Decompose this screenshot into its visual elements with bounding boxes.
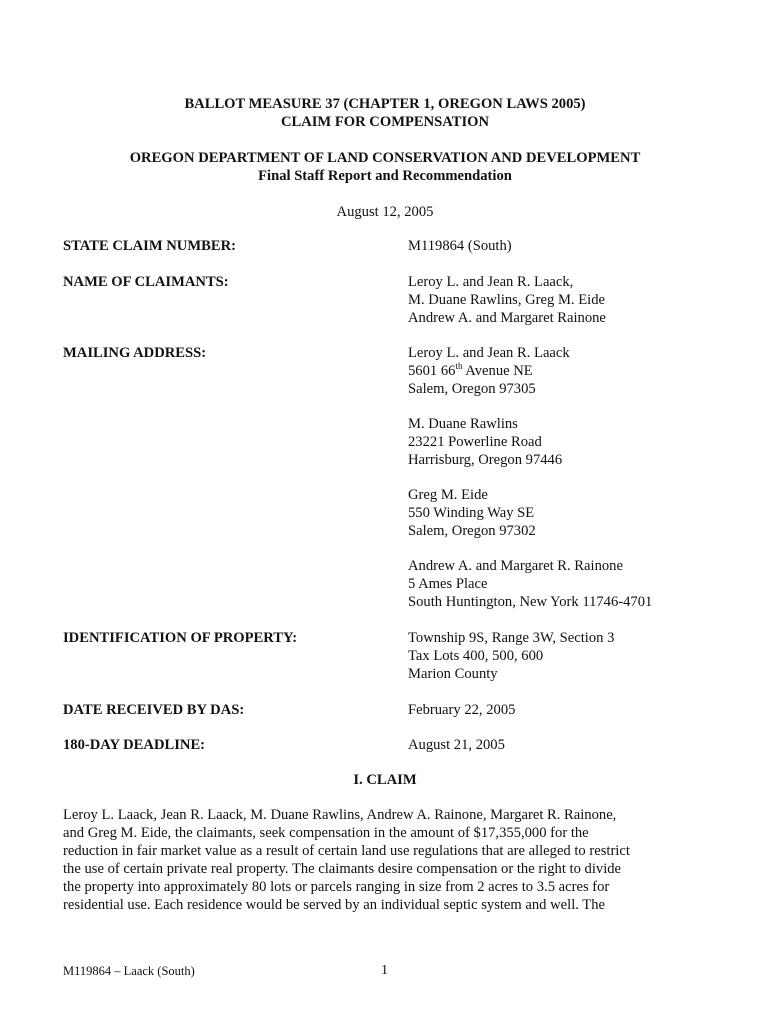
paragraph-line: the use of certain private real property. The claimants desire compensation or the right to divide <box>63 861 622 877</box>
claimants-value <box>408 273 606 327</box>
property-line: Township 9S, Range 3W, Section 3 <box>408 630 615 646</box>
state-claim-number-text: M119864 (South) <box>408 238 512 254</box>
address-line: Harrisburg, Oregon 97446 <box>408 452 563 468</box>
deadline-label: 180-DAY DEADLINE: <box>63 737 206 753</box>
paragraph-line: residential use. Each residence would be served by an individual septic system and well. The <box>63 897 605 913</box>
address-line: Salem, Oregon 97302 <box>408 523 536 539</box>
address-line: Andrew A. and Margaret R. Rainone <box>408 558 623 574</box>
address-street <box>408 362 570 380</box>
agency-name: OREGON DEPARTMENT OF LAND CONSERVATION AND DEVELOPMENT <box>129 150 641 166</box>
claimants-line: M. Duane Rawlins, Greg M. Eide <box>408 292 605 308</box>
report-date: August 12, 2005 <box>336 204 434 220</box>
address-line: Greg M. Eide <box>408 487 488 503</box>
address-line: M. Duane Rawlins <box>408 416 518 432</box>
mailing-address-label: MAILING ADDRESS: <box>63 345 207 361</box>
date-received-text: February 22, 2005 <box>408 702 516 718</box>
report-title: Final Staff Report and Recommendation <box>258 168 512 184</box>
page-number: 1 <box>381 963 388 978</box>
address-line: 550 Winding Way SE <box>408 505 535 521</box>
address-line: South Huntington, New York 11746-4701 <box>408 594 653 610</box>
address-block-rainone <box>408 557 652 611</box>
claimants-label: NAME OF CLAIMANTS: <box>63 274 229 290</box>
street-name: Avenue NE <box>462 363 533 379</box>
address-block-rawlins <box>408 415 562 469</box>
address-city: Salem, Oregon 97305 <box>408 381 536 397</box>
street-number: 5601 66 <box>408 363 456 379</box>
address-line: 5 Ames Place <box>408 576 488 592</box>
state-claim-number-value <box>408 237 512 255</box>
date-received-value <box>408 701 515 719</box>
section-heading: I. CLAIM <box>353 772 417 788</box>
property-value <box>408 629 614 683</box>
paragraph-line: and Greg M. Eide, the claimants, seek compensation in the amount of $17,355,000 for the <box>63 825 589 841</box>
title-line-2: CLAIM FOR COMPENSATION <box>280 114 490 130</box>
deadline-value <box>408 736 505 754</box>
property-label: IDENTIFICATION OF PROPERTY: <box>63 630 298 646</box>
paragraph-line: Leroy L. Laack, Jean R. Laack, M. Duane Rawlins, Andrew A. Rainone, Margaret R. Rainone, <box>63 807 617 823</box>
property-line: Tax Lots 400, 500, 600 <box>408 648 544 664</box>
street-ordinal: th <box>455 361 463 371</box>
address-block-eide <box>408 486 536 540</box>
date-received-label: DATE RECEIVED BY DAS: <box>63 702 245 718</box>
title-line-1: BALLOT MEASURE 37 (CHAPTER 1, OREGON LAWS 2005) <box>184 96 586 112</box>
paragraph-line: reduction in fair market value as a result of certain land use regulations that are alleged to restrict <box>63 843 630 859</box>
state-claim-number-label: STATE CLAIM NUMBER: <box>63 238 236 254</box>
address-line: 23221 Powerline Road <box>408 434 542 450</box>
deadline-text: August 21, 2005 <box>408 737 505 753</box>
footer-reference: M119864 – Laack (South) <box>63 964 195 978</box>
claimants-line: Leroy L. and Jean R. Laack, <box>408 274 574 290</box>
property-line: Marion County <box>408 666 498 682</box>
address-block-laack <box>408 344 570 398</box>
address-name: Leroy L. and Jean R. Laack <box>408 345 570 361</box>
claimants-line: Andrew A. and Margaret Rainone <box>408 310 606 326</box>
paragraph-line: the property into approximately 80 lots or parcels ranging in size from 2 acres to 3.5 acres for <box>63 879 610 895</box>
claim-paragraph <box>63 806 713 914</box>
